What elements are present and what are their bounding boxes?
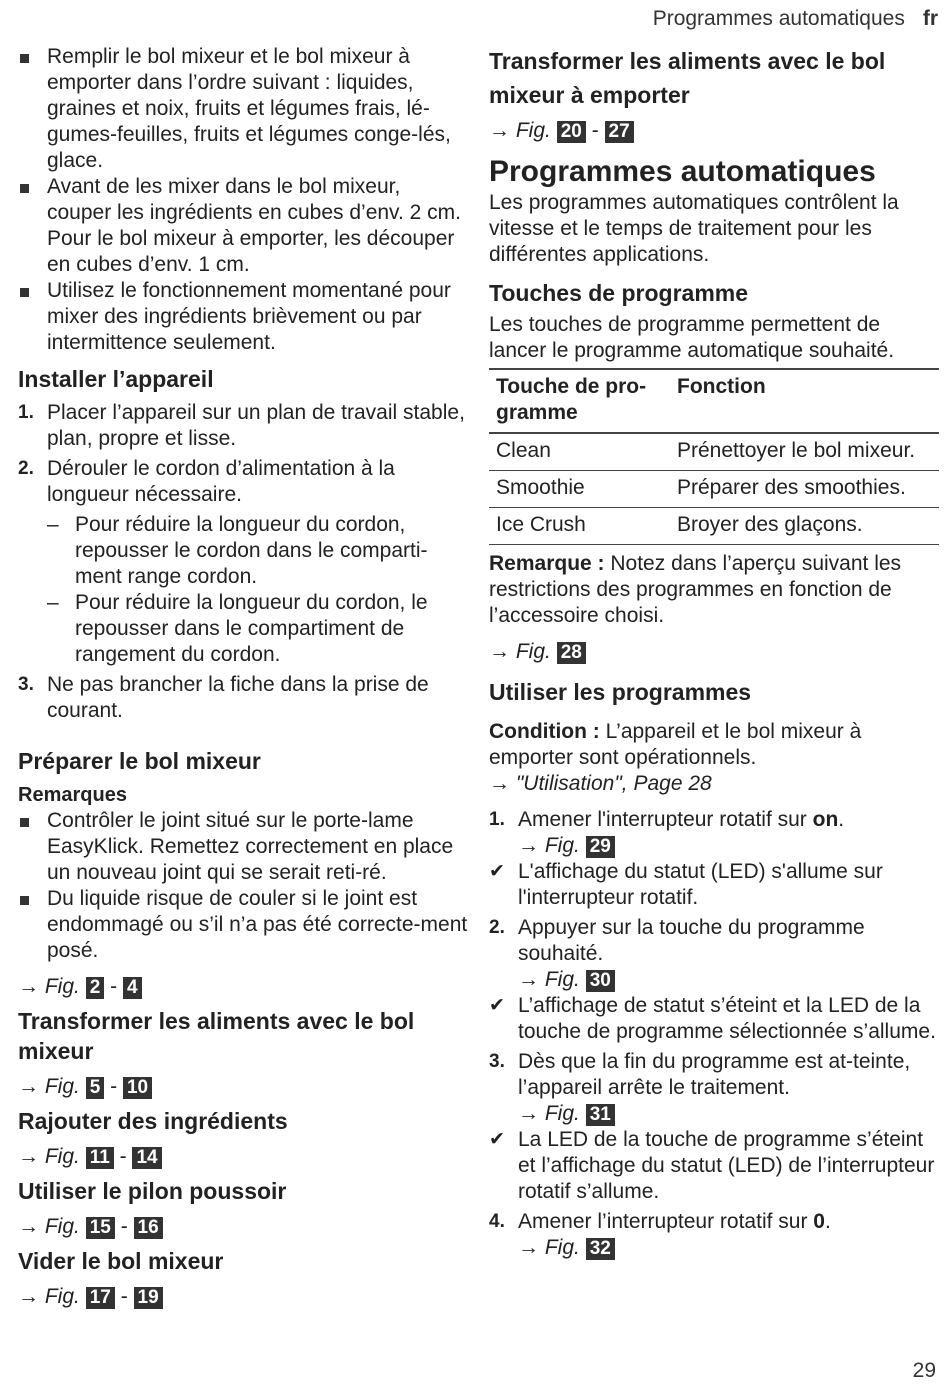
figure-reference: → Fig. 31 bbox=[489, 1101, 939, 1127]
dash-item: – Pour réduire la longueur du cordon, repousser le cordon dans le comparti-ment range cordon. bbox=[47, 513, 428, 588]
figure-reference: → Fig. 29 bbox=[489, 833, 939, 859]
section-heading-use: Utiliser les programmes bbox=[489, 679, 752, 705]
figure-reference: → Fig. 20 - 27 bbox=[489, 118, 939, 144]
step-3: 3. Ne pas brancher la fiche dans la prise de courant. bbox=[18, 673, 429, 722]
figure-reference: → Fig. 2 - 4 bbox=[18, 974, 468, 1000]
key-cell: Ice Crush bbox=[496, 513, 586, 536]
keys-text: Les touches de programme permettent de lancer le programme automatique souhaité. bbox=[489, 313, 895, 362]
section-heading-install: Installer l’appareil bbox=[18, 366, 214, 392]
table-row bbox=[489, 433, 939, 471]
step-2: 2. Appuyer sur la touche du programme souhaité. bbox=[489, 916, 865, 965]
key-cell: Smoothie bbox=[496, 476, 585, 499]
section-heading-add: Rajouter des ingrédients bbox=[18, 1108, 288, 1134]
figure-reference: → Fig. 11 - 14 bbox=[18, 1144, 468, 1170]
function-cell: Broyer des glaçons. bbox=[677, 513, 863, 536]
figure-reference: → Fig. 15 - 16 bbox=[18, 1214, 468, 1240]
bullet-item: Remplir le bol mixeur et le bol mixeur à emporter dans l’ordre suivant : liquides, graines et noix, fruits et légumes frais, lé-gumes-feuilles, fruits et légumes conge-lés, glace. bbox=[18, 44, 468, 174]
header-title: Programmes automatiques bbox=[652, 7, 905, 30]
section-heading-transform: Transformer les aliments avec le bol mixeur bbox=[18, 1008, 415, 1064]
table-row bbox=[489, 471, 939, 508]
right-column bbox=[489, 44, 939, 1261]
table-header-row bbox=[489, 369, 939, 433]
key-cell: Clean bbox=[496, 439, 551, 462]
check-icon: ✔ bbox=[489, 1129, 505, 1150]
running-header bbox=[653, 6, 938, 32]
remarks-heading: Remarques bbox=[18, 784, 127, 806]
left-column bbox=[18, 44, 468, 1310]
page-number: 29 bbox=[912, 1359, 936, 1382]
figure-reference: → Fig. 17 - 19 bbox=[18, 1284, 468, 1310]
bullet-item: Utilisez le fonctionnement momentané pour mixer des ingrédients brièvement ou par intermittence seulement. bbox=[18, 278, 468, 356]
section-heading-empty: Vider le bol mixeur bbox=[18, 1248, 224, 1274]
step-3: 3. Dès que la fin du programme est at-teinte, l’appareil arrête le traitement. bbox=[489, 1050, 911, 1099]
section-heading-transform-togo: Transformer les aliments avec le bol mixeur à emporter bbox=[489, 48, 886, 108]
step-4: 4. Amener l’interrupteur rotatif sur 0. bbox=[489, 1210, 831, 1233]
result-item: ✔ L'affichage du statut (LED) s'allume sur l'interrupteur rotatif. bbox=[489, 860, 883, 909]
page-reference: → "Utilisation", Page 28 bbox=[489, 772, 712, 795]
check-icon: ✔ bbox=[489, 861, 505, 882]
result-item: ✔ La LED de la touche de programme s’éteint et l’affichage du statut (LED) de l’interrupteur rotatif s’allume. bbox=[489, 1128, 935, 1203]
figure-reference: → Fig. 28 bbox=[489, 639, 939, 665]
step-1: 1. Placer l’appareil sur un plan de travail stable, plan, propre et lisse. bbox=[18, 401, 465, 450]
dash-item: – Pour réduire la longueur du cordon, le repousser dans le compartiment de rangement du cordon. bbox=[47, 591, 428, 666]
section-heading-keys: Touches de programme bbox=[489, 280, 749, 306]
language-code: fr bbox=[922, 7, 938, 30]
column-header-function: Fonction bbox=[670, 369, 939, 433]
step-2: 2. Dérouler le cordon d’alimentation à la longueur nécessaire. bbox=[18, 457, 395, 506]
figure-reference: → Fig. 5 - 10 bbox=[18, 1074, 468, 1100]
remark-paragraph: Remarque : Notez dans l’aperçu suivant les restrictions des programmes en fonction de l’accessoire choisi. bbox=[489, 552, 902, 627]
section-heading-pestle: Utiliser le pilon poussoir bbox=[18, 1178, 287, 1204]
bullet-item: Du liquide risque de couler si le joint est endommagé ou s’il n’a pas été correcte-ment posé. bbox=[18, 886, 468, 964]
function-cell: Prénettoyer le bol mixeur. bbox=[677, 439, 916, 462]
check-icon: ✔ bbox=[489, 995, 505, 1016]
figure-reference: → Fig. 30 bbox=[489, 967, 939, 993]
figure-reference: → Fig. 32 bbox=[489, 1235, 939, 1261]
function-cell: Préparer des smoothies. bbox=[677, 476, 906, 499]
column-header-key: Touche de pro-gramme bbox=[489, 369, 670, 433]
intro-text: Les programmes automatiques contrôlent la vitesse et le temps de traitement pour les différentes applications. bbox=[489, 191, 899, 266]
section-heading-prepare: Préparer le bol mixeur bbox=[18, 748, 261, 774]
main-title: Programmes automatiques bbox=[489, 155, 876, 188]
bullet-item: Avant de les mixer dans le bol mixeur, couper les ingrédients en cubes d’env. 2 cm. Pour le bol mixeur à emporter, les découper en cubes d’env. 1 cm. bbox=[18, 174, 468, 278]
table-row bbox=[489, 508, 939, 545]
program-keys-table bbox=[489, 368, 939, 545]
condition-paragraph: Condition : L’appareil et le bol mixeur à emporter sont opérationnels. bbox=[489, 720, 862, 769]
bullet-item: Contrôler le joint situé sur le porte-lame EasyKlick. Remettez correctement en place un nouveau joint qui se serait reti-ré. bbox=[18, 808, 468, 886]
result-item: ✔ L’affichage de statut s’éteint et la LED de la touche de programme sélectionnée s’allume. bbox=[489, 994, 936, 1043]
step-1: 1. Amener l'interrupteur rotatif sur on. bbox=[489, 808, 845, 831]
